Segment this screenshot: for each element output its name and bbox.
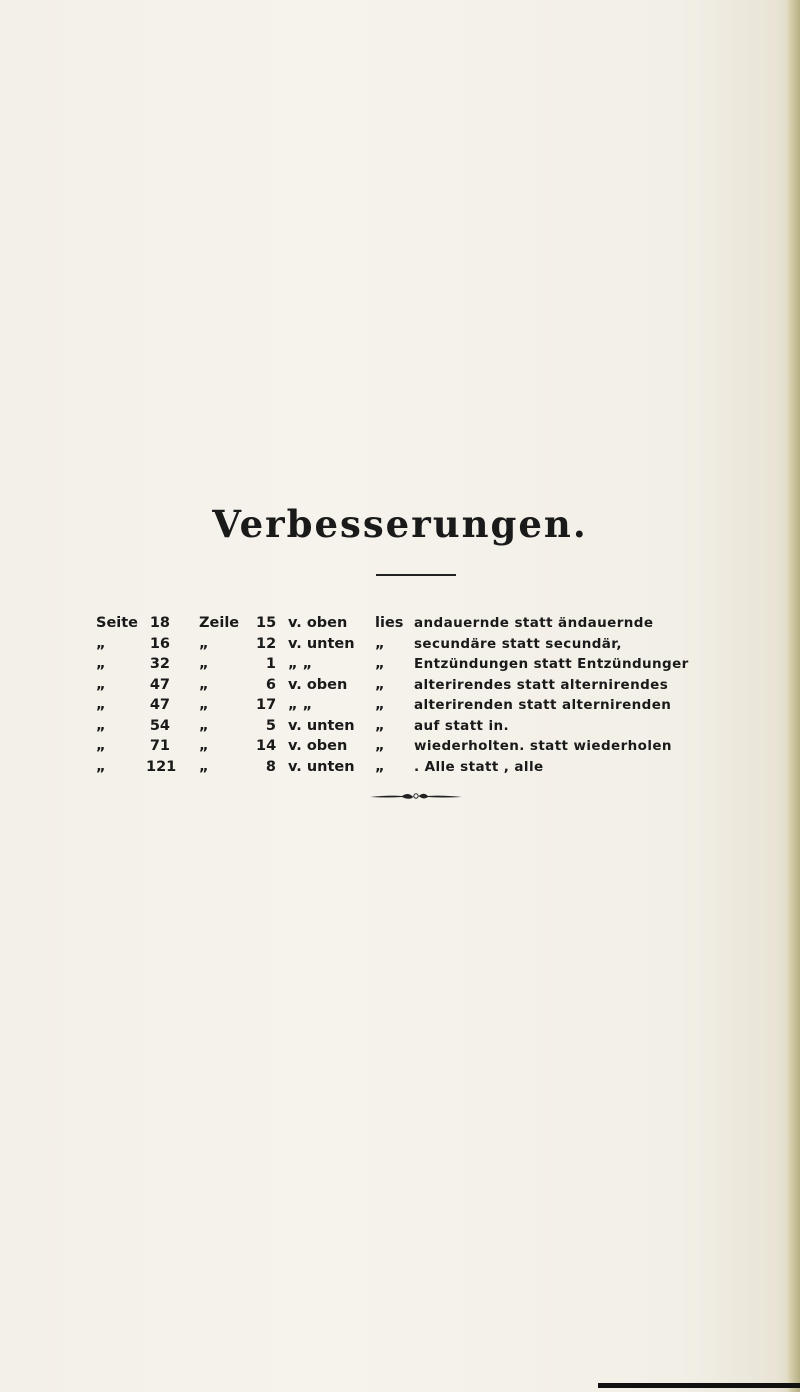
lies-label: „ xyxy=(375,758,385,775)
line-position: „ „ xyxy=(288,697,313,713)
title-rule xyxy=(376,574,456,576)
lies-label: „ xyxy=(375,676,385,693)
zeile-label: „ xyxy=(199,676,209,693)
page-number: 16 xyxy=(149,635,170,652)
page-number: 54 xyxy=(149,717,170,734)
line-number: 5 xyxy=(265,717,276,734)
zeile-label: „ xyxy=(199,656,209,672)
zeile-label: Zeile xyxy=(199,615,240,631)
line-number: 14 xyxy=(256,738,277,754)
line-number: 6 xyxy=(265,676,276,693)
line-position: v. unten xyxy=(288,635,355,652)
line-number: 1 xyxy=(265,656,276,672)
line-number: 12 xyxy=(256,635,277,652)
correction-text: . Alle statt , alle xyxy=(414,758,544,775)
line-position: v. oben xyxy=(288,676,348,693)
page-number: 71 xyxy=(149,738,170,754)
correction-text: alterirenden statt alternirenden xyxy=(414,697,672,713)
page-number: 47 xyxy=(149,676,170,693)
bottom-edge-rule xyxy=(598,1383,800,1388)
correction-text: alterirendes statt alternirendes xyxy=(414,676,669,693)
page-title: Verbesserungen. xyxy=(212,502,588,546)
page-number: 32 xyxy=(149,656,170,672)
line-position: „ „ xyxy=(288,656,313,672)
correction-text: wiederholten. statt wiederholen xyxy=(414,738,672,754)
line-position: v. oben xyxy=(288,738,348,754)
lies-label: „ xyxy=(375,697,385,713)
seite-label: „ xyxy=(96,717,106,734)
zeile-label: „ xyxy=(199,697,209,713)
page-binding-edge xyxy=(786,0,800,1392)
correction-text: secundäre statt secundär, xyxy=(414,635,622,652)
zeile-label: „ xyxy=(199,738,209,754)
page-number: 47 xyxy=(149,697,170,713)
lies-label: lies xyxy=(375,615,404,631)
page-number: 18 xyxy=(149,615,170,631)
seite-label: „ xyxy=(96,635,106,652)
line-number: 8 xyxy=(265,758,276,775)
line-position: v. unten xyxy=(288,758,355,775)
correction-text: auf statt in. xyxy=(414,717,510,734)
lies-label: „ xyxy=(375,738,385,754)
line-number: 17 xyxy=(256,697,277,713)
correction-text: Entzündungen statt Entzündunger xyxy=(414,656,689,672)
lies-label: „ xyxy=(375,656,385,672)
zeile-label: „ xyxy=(199,758,209,775)
correction-text: andauernde statt ändauernde xyxy=(414,615,654,631)
seite-label: Seite xyxy=(96,615,139,631)
page-number: 121 xyxy=(146,758,177,775)
line-position: v. oben xyxy=(288,615,348,631)
fleuron-ornament xyxy=(368,790,464,802)
seite-label: „ xyxy=(96,676,106,693)
line-number: 15 xyxy=(256,615,277,631)
seite-label: „ xyxy=(96,656,106,672)
seite-label: „ xyxy=(96,758,106,775)
zeile-label: „ xyxy=(199,635,209,652)
lies-label: „ xyxy=(375,717,385,734)
seite-label: „ xyxy=(96,738,106,754)
zeile-label: „ xyxy=(199,717,209,734)
seite-label: „ xyxy=(96,697,106,713)
line-position: v. unten xyxy=(288,717,355,734)
lies-label: „ xyxy=(375,635,385,652)
